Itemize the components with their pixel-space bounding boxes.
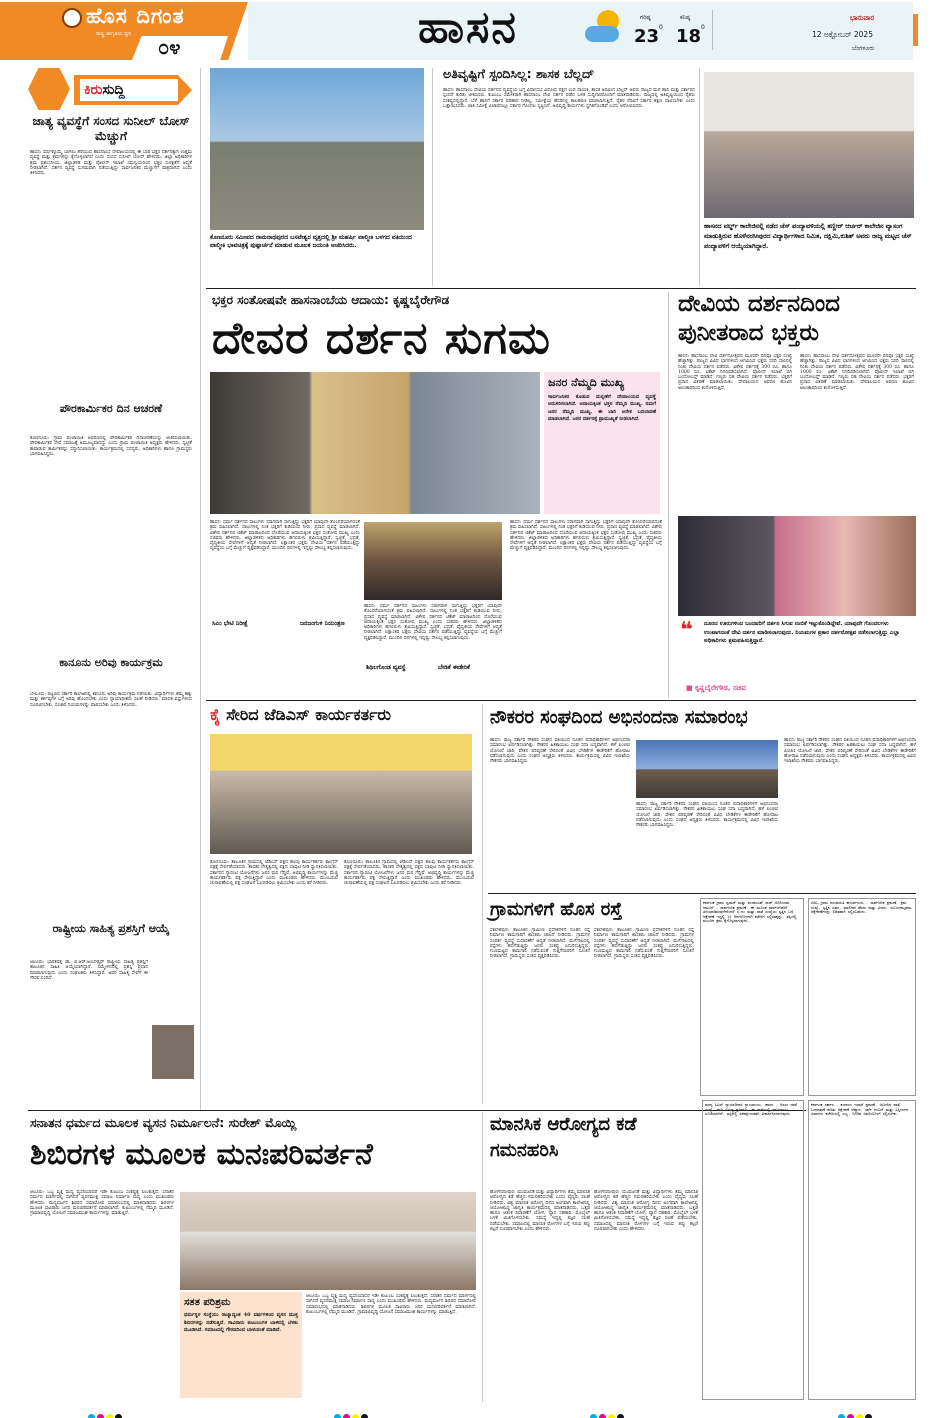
legal-notice-3: ಮಾನ್ಯ ಸಿವಿಲ್ ನ್ಯಾಯಾಧೀಶರ ನ್ಯಾಯಾಲಯ, ಹಾಸನ - ಅಸಲು ದಾವೆ ಸಂಖ್ಯೆ. ವಾದಿ ವಿರುದ್ಧ ಪ್ರತಿವಾದಿ. ಈ ದಾವೆಯಲ್ಲಿ ಹಾಜರಾಗಲು ಸೂಚಿಸಲಾಗಿದೆ. ತಪ್ಪಿದಲ್ಲಿ ಏಕಪಕ್ಷೀಯವಾಗಿ ತೀರ್ಮಾನಿಸಲಾಗುವುದು.: [702, 1100, 804, 1400]
ativrushti-title: ಅತಿವೃಷ್ಟಿಗೆ ಸ್ಪಂದಿಸಿಲ್ಲ: ಶಾಸಕ ಬೆಲ್ಲದ್: [443, 66, 595, 81]
page-number: ೦೪: [158, 35, 181, 59]
masthead-edge-bar: [913, 14, 918, 46]
naukarara-body-col2: ಹಾಸನ: ರಾಜ್ಯ ಸರ್ಕಾರಿ ನೌಕರರ ಸಂಘದ ವತಿಯಿಂದ ನೂತನ ಪದಾಧಿಕಾರಿಗಳಿಗೆ ಅಭಿನಂದನಾ ಸಮಾರಂಭ ಏರ್ಪಡಿಸಲಾಗಿತ್ತು. ನೌಕರರ ಹಿತಕಾಯಲು ಸಂಘ ಸದಾ ಬದ್ಧವಾಗಿದೆ. ಹಳೆ ಪಿಂಚಣಿ ಯೋಜನೆ ಜಾರಿ, ವೇತನ ಪರಿಷ್ಕರಣೆ ಸೇರಿದಂತೆ ವಿವಿಧ ಬೇಡಿಕೆಗಳ ಈಡೇರಿಕೆಗೆ ಹೋರಾಟ ನಡೆಸಲಾಗುವುದು ಎಂದು ಸಂಘದ ಅಧ್ಯಕ್ಷರು ತಿಳಿಸಿದರು. ಕಾರ್ಯಕ್ರಮದಲ್ಲಿ ವಿವಿಧ ಇಲಾಖೆಯ ನೌಕರರು ಭಾಗವಹಿಸಿದ್ದರು.: [636, 802, 778, 829]
legal-notice-2: ಪಿಡಿಒ ಗ್ರಾಮ ಪಂಚಾಯಿತಿ ಕಾರ್ಯಾಲಯ - ಸಾರ್ವಜನಿಕ ಪ್ರಕಟಣೆ. ಕ್ರಮ ಸಂಖ್ಯೆ, ಸ್ವತ್ತಿನ ವಿವರ, ಮಾಲೀಕರ ಹೆಸರು ಮತ್ತು ವಿಳಾಸ. ಸಂಬಂಧಪಟ್ಟವರು ಆಕ್ಷೇಪಣೆಗಳನ್ನು ಲಿಖಿತವಾಗಿ ಸಲ್ಲಿಸಬಹುದು.: [808, 898, 916, 1096]
weather-min: 18: [676, 26, 702, 47]
masthead-divider: [712, 10, 713, 50]
mid-row-rule: [206, 700, 916, 701]
registration-marks-right: [838, 1406, 898, 1414]
issue-date: 12 ಅಕ್ಟೋಬರ್ 2025: [812, 30, 873, 39]
lead-box-title: ಜನರ ನೆಮ್ಮದಿ ಮುಖ್ಯ: [548, 376, 625, 389]
naukarara-body-col3: ಹಾಸನ: ರಾಜ್ಯ ಸರ್ಕಾರಿ ನೌಕರರ ಸಂಘದ ವತಿಯಿಂದ ನೂತನ ಪದಾಧಿಕಾರಿಗಳಿಗೆ ಅಭಿನಂದನಾ ಸಮಾರಂಭ ಏರ್ಪಡಿಸಲಾಗಿತ್ತು. ನೌಕರರ ಹಿತಕಾಯಲು ಸಂಘ ಸದಾ ಬದ್ಧವಾಗಿದೆ. ಹಳೆ ಪಿಂಚಣಿ ಯೋಜನೆ ಜಾರಿ, ವೇತನ ಪರಿಷ್ಕರಣೆ ಸೇರಿದಂತೆ ವಿವಿಧ ಬೇಡಿಕೆಗಳ ಈಡೇರಿಕೆಗೆ ಹೋರಾಟ ನಡೆಸಲಾಗುವುದು ಎಂದು ಸಂಘದ ಅಧ್ಯಕ್ಷರು ತಿಳಿಸಿದರು. ಕಾರ್ಯಕ್ರಮದಲ್ಲಿ ವಿವಿಧ ಇಲಾಖೆಯ ನೌಕರರು ಭಾಗವಹಿಸಿದ್ದರು.: [784, 738, 916, 765]
lead-headline: ದೇವರ ದರ್ಶನ ಸುಗಮ: [212, 313, 551, 364]
logo-circle-icon: [62, 8, 82, 28]
kiru-story3-title: ಕಾನೂನು ಅರಿವು ಕಾರ್ಯಕ್ರಮ: [59, 656, 163, 669]
lead-sub-infra: ಶಿಥಿಲಗೊಂಡ ವ್ಯವಸ್ಥೆ: [366, 664, 406, 671]
rasthe-body-col1: ಸಕಲೇಶಪುರ: ತಾಲೂಕಿನ ಗ್ರಾಮೀಣ ಪ್ರದೇಶಗಳಿಗೆ ನೂತನ ರಸ್ತೆ ನಿರ್ಮಾಣ ಕಾಮಗಾರಿಗೆ ಶಾಸಕರು ಚಾಲನೆ ನೀಡಿದರು. ಗ್ರಾಮಗಳ ಸಂಪರ್ಕ ವ್ಯವಸ್ಥೆ ಸುಧಾರಣೆಗೆ ಆದ್ಯತೆ ನೀಡಲಾಗಿದೆ. ಮಳೆಗಾಲದಲ್ಲಿ ರಸ್ತೆಗಳು ಹದಗೆಡುತ್ತಿದ್ದು ಜನರು ಸಂಕಷ್ಟ ಎದುರಿಸುತ್ತಿದ್ದರು. ಗುಣಮಟ್ಟದ ಕಾಮಗಾರಿ ನಡೆಸುವಂತೆ ಗುತ್ತಿಗೆದಾರರಿಗೆ ಸೂಚನೆ ನೀಡಲಾಗಿದೆ. ಗ್ರಾಮಸ್ಥರು ಸಂತಸ ವ್ಯಕ್ತಪಡಿಸಿದರು.: [490, 928, 590, 960]
quote-mark-icon: ❝: [680, 618, 693, 643]
kiru-story2-body: ಕೊಣನೂರು: ಗ್ರಾಮ ಪಂಚಾಯಿತಿ ಆವರಣದಲ್ಲಿ ಪೌರಕಾರ್ಮಿಕರ ದಿನಾಚರಣೆಯನ್ನು ಆಚರಿಸಲಾಯಿತು. ಪೌರಕಾರ್ಮಿಕರ ಸೇವೆ ಸಮಾಜಕ್ಕೆ ಅಮೂಲ್ಯವಾದದ್ದು ಎಂದು ಗ್ರಾಮ ಪಂಚಾಯಿತಿ ಅಧ್ಯಕ್ಷರು ಹೇಳಿದರು. ಸ್ವಚ್ಛತೆ ಕಾಪಾಡುವ ಕಾರ್ಮಿಕರನ್ನು ಸನ್ಮಾನಿಸಲಾಯಿತು. ಕಾರ್ಯಕ್ರಮದಲ್ಲಿ ಸದಸ್ಯರು, ಅಧಿಕಾರಿಗಳು ಹಾಗೂ ಗ್ರಾಮಸ್ಥರು ಭಾಗವಹಿಸಿದ್ದರು.: [30, 436, 192, 457]
sanatana-headline: ಶಿಬಿರಗಳ ಮೂಲಕ ಮನಃಪರಿವರ್ತನೆ: [30, 1137, 373, 1172]
jds-joining-photo: [210, 734, 472, 854]
weather-min-degree: 0: [701, 24, 705, 31]
sanatana-body-col1: ಆಲೂರು: ಒಬ್ಬ ವ್ಯಕ್ತಿ ಮದ್ಯ ವ್ಯಸನಿಯಾದರೆ ಇಡೀ ಕುಟುಂಬ ಸಂಕಷ್ಟಕ್ಕೆ ಸಿಲುಕುತ್ತದೆ. ಸನಾತನ ಧರ್ಮದ ಮಾರ್ಗದಲ್ಲಿ ಸಾಗಿದರೆ ವ್ಯಸನಮುಕ್ತ ಸಮಾಜ ನಿರ್ಮಾಣ ಸಾಧ್ಯ ಎಂದು ಮುಖಂಡರು ಹೇಳಿದರು. ಮದ್ಯವರ್ಜನ ಶಿಬಿರದ ಸಮಾರೋಪ ಸಮಾರಂಭದಲ್ಲಿ ಮಾತನಾಡಿದರು. ಶಿಬಿರಗಳ ಮೂಲಕ ಸಾವಿರಾರು ಜನರ ಮನಃಪರಿವರ್ತನೆ ಮಾಡಲಾಗಿದೆ. ಕುಟುಂಬಗಳಲ್ಲಿ ನೆಮ್ಮದಿ ಮೂಡಿದೆ. ಗ್ರಾಮಾಭಿವೃದ್ಧಿ ಯೋಜನೆ ಸಮಾಜಮುಖಿ ಕಾರ್ಯಗಳನ್ನು ಮಾಡುತ್ತಿದೆ.: [30, 1190, 174, 1217]
jds-title-red: ಕೈ: [210, 705, 221, 724]
kiru-label: ಕಿರು: [84, 82, 103, 98]
lead-body-col3: ಹಾಸನ: ಧರ್ಮ ದರ್ಶನದ ಸಾಲುಗಳು ಸರಾಗವಾಗಿ ಸಾಗುತ್ತಿದ್ದು ಭಕ್ತರಿಗೆ ಯಾವುದೇ ತೊಂದರೆಯಾಗದಂತೆ ಕ್ರಮ ವಹಿಸಲಾಗಿದೆ. ಸಾಲುಗಳಲ್ಲಿ ನಿಂತ ಭಕ್ತರಿಗೆ ಕುಡಿಯುವ ನೀರು, ಪ್ರಸಾದ ವ್ಯವಸ್ಥೆ ಮಾಡಲಾಗಿದೆ. ವಿಶೇಷ ದರ್ಶನದ ಟಿಕೆಟ್ ಮಾರಾಟದಿಂದ ದೊರೆಯುವ ಆದಾಯಕ್ಕಿಂತ ಭಕ್ತರ ಸಂತೋಷ ಮುಖ್ಯ ಎಂದು ಸಚಿವರು ಹೇಳಿದರು. ಜಿಲ್ಲಾಡಳಿತದ ಅಧಿಕಾರಿಗಳು ಹಗಲಿರುಳು ಶ್ರಮಿಸುತ್ತಿದ್ದಾರೆ. ಸ್ವಚ್ಛತೆ, ಭದ್ರತೆ, ವೈದ್ಯಕೀಯ ಸೇವೆಗಳಿಗೆ ಆದ್ಯತೆ ನೀಡಲಾಗಿದೆ. ಲಕ್ಷಾಂತರ ಭಕ್ತರು ದೇವಿಯ ದರ್ಶನ ಪಡೆಯುತ್ತಿದ್ದು ವ್ಯವಸ್ಥೆಯ ಬಗ್ಗೆ ಮೆಚ್ಚುಗೆ ವ್ಯಕ್ತಪಡಿಸಿದ್ದಾರೆ. ಮುಂದಿನ ದಿನಗಳಲ್ಲಿ ಇನ್ನಷ್ಟು ಸೌಲಭ್ಯ ಕಲ್ಪಿಸಲಾಗುವುದು.: [510, 520, 662, 552]
lead-sub-demand: ಬೇಡಿಕೆ ಈಡೇರಿಕೆ: [438, 664, 470, 671]
kiru-story3-body: ಬೇಲೂರು: ಪಟ್ಟಣದ ಸರ್ಕಾರಿ ಕಾಲೇಜಿನಲ್ಲಿ ಕಾನೂನು ಅರಿವು ಕಾರ್ಯಕ್ರಮ ನಡೆಯಿತು. ವಿದ್ಯಾರ್ಥಿಗಳು ತಮ್ಮ ಹಕ್ಕು ಮತ್ತು ಕರ್ತವ್ಯಗಳ ಬಗ್ಗೆ ಅರಿವು ಹೊಂದಬೇಕು ಎಂದು ನ್ಯಾಯಾಧೀಶರು ಸಲಹೆ ನೀಡಿದರು. ಮಾದಕ ವಸ್ತುಗಳಿಂದ ದೂರವಿರಬೇಕು, ಸಂಚಾರ ನಿಯಮಗಳನ್ನು ಪಾಲಿಸಬೇಕು ಎಂದು ತಿಳಿಸಿದರು.: [30, 692, 192, 708]
issue-day: ಭಾನುವಾರ: [850, 14, 875, 22]
logo-tagline: ರಾಷ್ಟ್ರ ಜಾಗೃತಿಯ ಧ್ವನಿ: [96, 31, 132, 37]
column-rule-bottom: [482, 1112, 483, 1402]
weather-sun-cloud-icon: [583, 8, 623, 48]
devi-quote-author: ■ ಕೃಷ್ಣಬೈರೇಗೌಡ, ಸಚಿವ: [686, 684, 746, 692]
devi-body-col2: ಹಾಸನ: ಹಾಸನಾಂಬ ದೇವಿ ದರ್ಶನೋತ್ಸವದ ಮೂರನೇ ದಿನವೂ ಭಕ್ತರ ಸಂಖ್ಯೆ ಹೆಚ್ಚಾಗಿತ್ತು. ರಾಜ್ಯದ ವಿವಿಧ ಭಾಗಗಳಿಂದ ಆಗಮಿಸಿದ ಭಕ್ತರು ಸರದಿ ಸಾಲಿನಲ್ಲಿ ನಿಂತು ದೇವಿಯ ದರ್ಶನ ಪಡೆದರು. ವಿಶೇಷ ದರ್ಶನಕ್ಕೆ 300 ರೂ. ಹಾಗೂ 1000 ರೂ. ಟಿಕೆಟ್ ನಿಗದಿಪಡಿಸಲಾಗಿದೆ. ಪೊಲೀಸ್ ಇಲಾಖೆ ಬಿಗಿ ಬಂದೋಬಸ್ತ್ ಮಾಡಿದೆ. ಗಣ್ಯರು ಸಹ ದೇವಿಯ ದರ್ಶನ ಪಡೆದರು. ಭಕ್ತರಿಗೆ ಪ್ರಸಾದ ವಿತರಣೆ ಮಾಡಲಾಯಿತು. ದೇವಾಲಯದ ಆವರಣ ಹೂವಿನ ಅಲಂಕಾರದಿಂದ ಕಂಗೊಳಿಸುತ್ತಿದೆ.: [800, 354, 914, 391]
naukarara-body-col1: ಹಾಸನ: ರಾಜ್ಯ ಸರ್ಕಾರಿ ನೌಕರರ ಸಂಘದ ವತಿಯಿಂದ ನೂತನ ಪದಾಧಿಕಾರಿಗಳಿಗೆ ಅಭಿನಂದನಾ ಸಮಾರಂಭ ಏರ್ಪಡಿಸಲಾಗಿತ್ತು. ನೌಕರರ ಹಿತಕಾಯಲು ಸಂಘ ಸದಾ ಬದ್ಧವಾಗಿದೆ. ಹಳೆ ಪಿಂಚಣಿ ಯೋಜನೆ ಜಾರಿ, ವೇತನ ಪರಿಷ್ಕರಣೆ ಸೇರಿದಂತೆ ವಿವಿಧ ಬೇಡಿಕೆಗಳ ಈಡೇರಿಕೆಗೆ ಹೋರಾಟ ನಡೆಸಲಾಗುವುದು ಎಂದು ಸಂಘದ ಅಧ್ಯಕ್ಷರು ತಿಳಿಸಿದರು. ಕಾರ್ಯಕ್ರಮದಲ್ಲಿ ವಿವಿಧ ಇಲಾಖೆಯ ನೌಕರರು ಭಾಗವಹಿಸಿದ್ದರು.: [490, 738, 630, 765]
author-portrait-photo: [152, 1025, 194, 1079]
legal-notice-1: ಕರ್ನಾಟಕ ಗ್ರಾಮ ಸ್ವರಾಜ್ ಮತ್ತು ಪಂಚಾಯತ್ ರಾಜ್ ಅಧಿನಿಯಮ ನಮೂನೆ - ಸಾರ್ವಜನಿಕ ಪ್ರಕಟಣೆ. ಈ ಮೂಲಕ ಸಾರ್ವಜನಿಕರಿಗೆ ತಿಳಿಯಪಡಿಸುವುದೇನೆಂದರೆ ಸ.ನಂ ಮತ್ತು ಖಾತೆ ಸಂಖ್ಯೆಯ ಸ್ವತ್ತಿನ ಬಗ್ಗೆ ಆಕ್ಷೇಪಣೆ ಇದ್ದಲ್ಲಿ 15 ದಿನಗಳೊಳಗಾಗಿ ಕಚೇರಿಗೆ ಸಲ್ಲಿಸತಕ್ಕದ್ದು. ತಪ್ಪಿದಲ್ಲಿ ಮುಂದಿನ ಕ್ರಮ ಕೈಗೊಳ್ಳಲಾಗುವುದು.: [700, 898, 804, 1096]
lead-body-col2: ಹಾಸನ: ಧರ್ಮ ದರ್ಶನದ ಸಾಲುಗಳು ಸರಾಗವಾಗಿ ಸಾಗುತ್ತಿದ್ದು ಭಕ್ತರಿಗೆ ಯಾವುದೇ ತೊಂದರೆಯಾಗದಂತೆ ಕ್ರಮ ವಹಿಸಲಾಗಿದೆ. ಸಾಲುಗಳಲ್ಲಿ ನಿಂತ ಭಕ್ತರಿಗೆ ಕುಡಿಯುವ ನೀರು, ಪ್ರಸಾದ ವ್ಯವಸ್ಥೆ ಮಾಡಲಾಗಿದೆ. ವಿಶೇಷ ದರ್ಶನದ ಟಿಕೆಟ್ ಮಾರಾಟದಿಂದ ದೊರೆಯುವ ಆದಾಯಕ್ಕಿಂತ ಭಕ್ತರ ಸಂತೋಷ ಮುಖ್ಯ ಎಂದು ಸಚಿವರು ಹೇಳಿದರು. ಜಿಲ್ಲಾಡಳಿತದ ಅಧಿಕಾರಿಗಳು ಹಗಲಿರುಳು ಶ್ರಮಿಸುತ್ತಿದ್ದಾರೆ. ಸ್ವಚ್ಛತೆ, ಭದ್ರತೆ, ವೈದ್ಯಕೀಯ ಸೇವೆಗಳಿಗೆ ಆದ್ಯತೆ ನೀಡಲಾಗಿದೆ. ಲಕ್ಷಾಂತರ ಭಕ್ತರು ದೇವಿಯ ದರ್ಶನ ಪಡೆಯುತ್ತಿದ್ದು ವ್ಯವಸ್ಥೆಯ ಬಗ್ಗೆ ಮೆಚ್ಚುಗೆ ವ್ಯಕ್ತಪಡಿಸಿದ್ದಾರೆ. ಮುಂದಿನ ದಿನಗಳಲ್ಲಿ ಇನ್ನಷ್ಟು ಸೌಲಭ್ಯ ಕಲ್ಪಿಸಲಾಗುವುದು.: [364, 604, 502, 641]
weather-max-label: ಗರಿಷ್ಠ: [640, 14, 651, 21]
devi-headline: ದೇವಿಯ ದರ್ಶನದಿಂದ ಪುನೀತರಾದ ಭಕ್ತರು: [678, 291, 840, 346]
kiru-suddi-label-box: [80, 79, 178, 101]
weather-max-degree: 0: [659, 24, 663, 31]
minister-crowd-photo: [210, 372, 540, 514]
column-rule-lead: [668, 292, 669, 698]
kiru-suddi-banner: [28, 68, 193, 112]
naukarara-title: ನೌಕರರ ಸಂಘದಿಂದ ಅಭಿನಂದನಾ ಸಮಾರಂಭ: [490, 707, 748, 728]
valmiki-photo-caption: ಕೊಣನೂರು ಸಮೀಪದ ರಾಮನಾಥಪುರದ ಬಸವೇಶ್ವರ ವೃತ್ತದಲ್ಲಿ ಶ್ರೀ ಮಹರ್ಷಿ ವಾಲ್ಮೀಕಿ ಬಳಗದ ವತಿಯಿಂದ ವಾಲ್ಮೀಕಿ ಭಾವಚಿತ್ರಕ್ಕೆ ಪುಷ್ಪಾರ್ಚನೆ ಮಾಡುವ ಮೂಲಕ ಜಯಂತಿ ಆಚರಿಸಿದರು.: [210, 234, 412, 249]
lead-sub-cm: ಸಿಎಂ ಭೇಟಿ ನಿರೀಕ್ಷೆ: [212, 620, 248, 627]
temple-crowd-photo: [364, 522, 502, 600]
kiru-story4-body: ಆಲೂರು: ಭಾರತರತ್ನ ಡಾ. ಬಿ.ಆರ್.ಅಂಬೇಡ್ಕರ್ ರಾಷ್ಟ್ರೀಯ ಸಾಹಿತ್ಯ ಪ್ರಶಸ್ತಿಗೆ ತಾಲೂಕಿನ ಸಾಹಿತಿ ಆಯ್ಕೆಯಾಗಿದ್ದಾರೆ. ಸಮ್ಮೇಳನದಲ್ಲಿ ಪ್ರಶಸ್ತಿ ಪ್ರದಾನ ಮಾಡಲಾಗುವುದು ಎಂದು ಸಂಘಟಕರು ತಿಳಿಸಿದ್ದಾರೆ. ಅವರ ಸಾಹಿತ್ಯ ಸೇವೆಗೆ ಈ ಗೌರವ ಸಂದಿದೆ.: [30, 960, 148, 981]
chess-photo-caption: ಹಾಸನದ ವರ್ಲ್ಡ್ ಕಾಲೇಜಿನಲ್ಲಿ ನಡೆದ ಚೆಸ್ ಪಂದ್ಯಾವಳಿಯಲ್ಲಿ ತಣ್ಣೀರ್ ಆರ್ಚರ್ ಕಾಲೇಜಿನ ವ್ಯಾಸಂಗ ಮಾಡುತ್ತಿರುವ ಹೊಳೆನರಸೀಪುರದ ವಿದ್ಯಾರ್ಥಿಗಳಾದ ನಿಮಿತ, ದಕ್ಷಿಮಿ,ಕುಶಿತ್ ಅವರು ರಾಜ್ಯ ಮಟ್ಟದ ಚೆಸ್ ಪಂದ್ಯಾವಳಿಗೆ ಆಯ್ಕೆಯಾಗಿದ್ದಾರೆ.: [704, 223, 912, 250]
devotees-photo: [678, 516, 916, 616]
sanatana-box-title: ಸತತ ಪರಿಶ್ರಮ: [184, 1297, 231, 1308]
legal-notice-4: ಕರ್ನಾಟಕ ಸರ್ಕಾರ - ಕಂದಾಯ ಇಲಾಖೆ ಪ್ರಕಟಣೆ. ಜಮೀನಿನ ಖಾತೆ ಬದಲಾವಣೆ ಕುರಿತು ಆಕ್ಷೇಪಣೆ ಆಹ್ವಾನ. ಸರ್ವೆ ನಂಬರ್ ಮತ್ತು ವಿಸ್ತೀರ್ಣದ ವಿವರಗಳು ಕಚೇರಿಯಲ್ಲಿ ಲಭ್ಯ. ನಿಗದಿತ ಅವಧಿಯೊಳಗೆ ಸಲ್ಲಿಸಬೇಕು.: [808, 1100, 916, 1400]
column-rule-top1: [432, 68, 433, 286]
thumbs-up-icon: [28, 68, 70, 110]
sanatana-side-box: [180, 1292, 302, 1398]
manasika-body-col1: ಹೊಳೆನರಸೀಪುರ: ಯುವಜನತೆ ಮತ್ತು ವಿದ್ಯಾರ್ಥಿಗಳು ತಮ್ಮ ಮಾನಸಿಕ ಆರೋಗ್ಯದ ಕಡೆ ಹೆಚ್ಚಿನ ಗಮನಹರಿಸಬೇಕು ಎಂದು ವೈದ್ಯರು ಸಲಹೆ ನೀಡಿದರು. ವಿಶ್ವ ಮಾನಸಿಕ ಆರೋಗ್ಯ ದಿನದ ಅಂಗವಾಗಿ ಕಾಲೇಜಿನಲ್ಲಿ ಆಯೋಜಿಸಿದ್ದ ಜಾಗೃತಿ ಕಾರ್ಯಕ್ರಮದಲ್ಲಿ ಮಾತನಾಡಿದರು. ಒತ್ತಡ ಹಾಗೂ ಆತಂಕ ನಿವಾರಣೆಗೆ ಯೋಗ, ಧ್ಯಾನ ಸಹಕಾರಿ. ಮೊಬೈಲ್ ಬಳಕೆ ಮಿತಿಗೊಳಿಸಬೇಕು. ಸಮಸ್ಯೆ ಇದ್ದಲ್ಲಿ ತಜ್ಞರ ಸಲಹೆ ಪಡೆಯಬೇಕು. ಸಮಾಜದಲ್ಲಿ ಮಾನಸಿಕ ರೋಗಗಳ ಬಗ್ಗೆ ಇರುವ ತಪ್ಪು ಕಲ್ಪನೆ ದೂರವಾಗಬೇಕು ಎಂದು ಹೇಳಿದರು.: [490, 1190, 590, 1233]
section-title: ಹಾಸನ: [418, 2, 518, 53]
jds-body-col1: ಕೊಣನೂರು: ತಾಲೂಕಿನ ಗ್ರಾಮದಲ್ಲಿ ಜೆಡಿಎಸ್ ಪಕ್ಷದ ಹಲವು ಕಾರ್ಯಕರ್ತರು ಕಾಂಗ್ರೆಸ್ ಪಕ್ಷಕ್ಕೆ ಸೇರ್ಪಡೆಯಾದರು. ಶಾಸಕರ ನೇತೃತ್ವದಲ್ಲಿ ಪಕ್ಷದ ಬಾವುಟ ನೀಡಿ ಸ್ವಾಗತಿಸಲಾಯಿತು. ಸರ್ಕಾರದ ಗ್ಯಾರಂಟಿ ಯೋಜನೆಗಳು ಜನರ ಮನ ಗೆದ್ದಿವೆ. ಅಭಿವೃದ್ಧಿ ಕಾರ್ಯಗಳನ್ನು ಮೆಚ್ಚಿ ಕಾರ್ಯಕರ್ತರು ಪಕ್ಷ ಸೇರುತ್ತಿದ್ದಾರೆ ಎಂದು ಮುಖಂಡರು ಹೇಳಿದರು. ಮುಂಬರುವ ಚುನಾವಣೆಯಲ್ಲಿ ಪಕ್ಷ ಸಂಘಟನೆ ಬಲಪಡಿಸಲು ಶ್ರಮಿಸಬೇಕು ಎಂದು ಕರೆ ನೀಡಿದರು.: [210, 860, 338, 887]
chess-winners-photo: [704, 72, 914, 218]
lead-box-body: ಸಾರ್ವಜನಿಕರ ಕೊಡುವ ಮನ್ನಣೆಗೆ ದೇವಾಲಯದ ವ್ಯವಸ್ಥೆ ಅನುಸರಿಸಲಾಗಿದೆ. ಆದಾಯಕ್ಕಿಂತ ಭಕ್ತರ ನೆಮ್ಮದಿ ಮುಖ್ಯ. ನಮಗೆ ಜನರ ನೆಮ್ಮದಿ ಮುಖ್ಯ. ಈ ಬಾರಿ ಅನೇಕ ಬದಲಾವಣೆ ಮಾಡಲಾಗಿದೆ. ಜನರ ದರ್ಶನಕ್ಕೆ ಪ್ರಾಮುಖ್ಯತೆ ನೀಡಲಾಗಿದೆ.: [548, 394, 656, 423]
jds-title-rest: ಸೇರಿದ ಜೆಡಿಎಸ್ ಕಾರ್ಯಕರ್ತರು: [220, 705, 391, 724]
devi-body-col1: ಹಾಸನ: ಹಾಸನಾಂಬ ದೇವಿ ದರ್ಶನೋತ್ಸವದ ಮೂರನೇ ದಿನವೂ ಭಕ್ತರ ಸಂಖ್ಯೆ ಹೆಚ್ಚಾಗಿತ್ತು. ರಾಜ್ಯದ ವಿವಿಧ ಭಾಗಗಳಿಂದ ಆಗಮಿಸಿದ ಭಕ್ತರು ಸರದಿ ಸಾಲಿನಲ್ಲಿ ನಿಂತು ದೇವಿಯ ದರ್ಶನ ಪಡೆದರು. ವಿಶೇಷ ದರ್ಶನಕ್ಕೆ 300 ರೂ. ಹಾಗೂ 1000 ರೂ. ಟಿಕೆಟ್ ನಿಗದಿಪಡಿಸಲಾಗಿದೆ. ಪೊಲೀಸ್ ಇಲಾಖೆ ಬಿಗಿ ಬಂದೋಬಸ್ತ್ ಮಾಡಿದೆ. ಗಣ್ಯರು ಸಹ ದೇವಿಯ ದರ್ಶನ ಪಡೆದರು. ಭಕ್ತರಿಗೆ ಪ್ರಸಾದ ವಿತರಣೆ ಮಾಡಲಾಯಿತು. ದೇವಾಲಯದ ಆವರಣ ಹೂವಿನ ಅಲಂಕಾರದಿಂದ ಕಂಗೊಳಿಸುತ್ತಿದೆ.: [678, 354, 792, 391]
masthead: [0, 0, 945, 62]
sanatana-stage-photo: [180, 1192, 476, 1290]
column-rule-left: [200, 68, 201, 1110]
jds-title: [210, 704, 480, 726]
sanatana-kicker: ಸನಾತನ ಧರ್ಮದ ಮೂಲಕ ವ್ಯಸನ ನಿರ್ಮೂಲನೆ: ಸುರೇಶ್ ಮೊಯ್ಲಿ: [30, 1115, 297, 1130]
registration-marks-mid1: [334, 1406, 394, 1414]
registration-marks-left: [88, 1406, 148, 1414]
manasika-title: ಮಾನಸಿಕ ಆರೋಗ್ಯದ ಕಡೆ ಗಮನಹರಿಸಿ: [490, 1114, 637, 1161]
lead-kicker: ಭಕ್ತರ ಸಂತೋಷವೇ ಹಾಸನಾಂಬೆಯ ಆದಾಯ: ಕೃಷ್ಣಬೈರೇಗೌಡ: [212, 293, 450, 307]
lower-row-rule: [28, 1110, 806, 1111]
manasika-body-col2: ಹೊಳೆನರಸೀಪುರ: ಯುವಜನತೆ ಮತ್ತು ವಿದ್ಯಾರ್ಥಿಗಳು ತಮ್ಮ ಮಾನಸಿಕ ಆರೋಗ್ಯದ ಕಡೆ ಹೆಚ್ಚಿನ ಗಮನಹರಿಸಬೇಕು ಎಂದು ವೈದ್ಯರು ಸಲಹೆ ನೀಡಿದರು. ವಿಶ್ವ ಮಾನಸಿಕ ಆರೋಗ್ಯ ದಿನದ ಅಂಗವಾಗಿ ಕಾಲೇಜಿನಲ್ಲಿ ಆಯೋಜಿಸಿದ್ದ ಜಾಗೃತಿ ಕಾರ್ಯಕ್ರಮದಲ್ಲಿ ಮಾತನಾಡಿದರು. ಒತ್ತಡ ಹಾಗೂ ಆತಂಕ ನಿವಾರಣೆಗೆ ಯೋಗ, ಧ್ಯಾನ ಸಹಕಾರಿ. ಮೊಬೈಲ್ ಬಳಕೆ ಮಿತಿಗೊಳಿಸಬೇಕು. ಸಮಸ್ಯೆ ಇದ್ದಲ್ಲಿ ತಜ್ಞರ ಸಲಹೆ ಪಡೆಯಬೇಕು. ಸಮಾಜದಲ್ಲಿ ಮಾನಸಿಕ ರೋಗಗಳ ಬಗ್ಗೆ ಇರುವ ತಪ್ಪು ಕಲ್ಪನೆ ದೂರವಾಗಬೇಕು ಎಂದು ಹೇಳಿದರು.: [594, 1190, 698, 1233]
weather-min-label: ಕನಿಷ್ಠ: [680, 14, 691, 21]
column-rule-top2: [699, 68, 700, 286]
jds-body-col2: ಕೊಣನೂರು: ತಾಲೂಕಿನ ಗ್ರಾಮದಲ್ಲಿ ಜೆಡಿಎಸ್ ಪಕ್ಷದ ಹಲವು ಕಾರ್ಯಕರ್ತರು ಕಾಂಗ್ರೆಸ್ ಪಕ್ಷಕ್ಕೆ ಸೇರ್ಪಡೆಯಾದರು. ಶಾಸಕರ ನೇತೃತ್ವದಲ್ಲಿ ಪಕ್ಷದ ಬಾವುಟ ನೀಡಿ ಸ್ವಾಗತಿಸಲಾಯಿತು. ಸರ್ಕಾರದ ಗ್ಯಾರಂಟಿ ಯೋಜನೆಗಳು ಜನರ ಮನ ಗೆದ್ದಿವೆ. ಅಭಿವೃದ್ಧಿ ಕಾರ್ಯಗಳನ್ನು ಮೆಚ್ಚಿ ಕಾರ್ಯಕರ್ತರು ಪಕ್ಷ ಸೇರುತ್ತಿದ್ದಾರೆ ಎಂದು ಮುಖಂಡರು ಹೇಳಿದರು. ಮುಂಬರುವ ಚುನಾವಣೆಯಲ್ಲಿ ಪಕ್ಷ ಸಂಘಟನೆ ಬಲಪಡಿಸಲು ಶ್ರಮಿಸಬೇಕು ಎಂದು ಕರೆ ನೀಡಿದರು.: [344, 860, 474, 887]
kiru-story1-title: ಜಾತ್ಯ ವ್ಯವಸ್ಥೆಗೆ ಸಂಸದ ಸುನೀಲ್ ಬೋಸ್ ಮೆಚ್ಚುಗೆ: [32, 114, 190, 143]
column-rule-mid: [482, 704, 483, 1104]
sanatana-box-body: ಧರ್ಮಸ್ಥಳ ಸಂಸ್ಥೆಯು ರಾಜ್ಯಾದ್ಯಂತ 40 ವರ್ಷಗಳಿಂದ ವ್ಯಸನ ಮುಕ್ತ ಶಿಬಿರಗಳನ್ನು ನಡೆಸುತ್ತಿದೆ. ಸಾವಿರಾರು ಕುಟುಂಬಗಳ ಬಾಳಿನಲ್ಲಿ ಬೆಳಕು ಮೂಡಿಸಿದೆ. ಸಮಾಜದಲ್ಲಿ ಗೌರವದಿಂದ ಬಾಳುವಂತೆ ಮಾಡಿದೆ.: [184, 1312, 298, 1334]
issue-city: ಬೆಂಗಳೂರು: [852, 45, 875, 52]
kiru-story2-title: ಪೌರಕಾರ್ಮಿಕರ ದಿನ ಆಚರಣೆ: [59, 402, 163, 415]
devi-quote: ದೂರದ ಊರುಗಳಿಂದ ಬಂದವರಿಗೆ ದರ್ಶನ ಸಿಗುವ ನಂಬಿಕೆ ಇಟ್ಟುಕೊಂಡಿದ್ದೇವೆ. ಯಾವುದೇ ಗೊಂದಲಗಳು ಉಂಟಾಗದಂತೆ ದೇವಿ ದರ್ಶನ ಮಾಡಿಸಲಾಗುವುದು. ನಿಯಮಗಳ ಪ್ರಕಾರ ದರ್ಶನೋತ್ಸವ ನಡೆಸಲಾಗುತ್ತಿದ್ದು ಎಲ್ಲಾ ಅಧಿಕಾರಿಗಳು ಶ್ರಮವಹಿಸುತ್ತಿದ್ದಾರೆ.: [704, 621, 900, 645]
registration-marks-mid2: [590, 1406, 650, 1414]
kiru-story4-title: ರಾಷ್ಟ್ರೀಯ ಸಾಹಿತ್ಯ ಪ್ರಶಸ್ತಿಗೆ ಆಯ್ಕೆ: [52, 922, 170, 935]
lead-sub-crowd: ಜನಜಂಗುಳಿ ನಿಯಂತ್ರಣ: [300, 620, 345, 627]
weather-max: 23: [634, 26, 660, 47]
rasthe-title: ಗ್ರಾಮಗಳಿಗೆ ಹೊಸ ರಸ್ತೆ: [490, 899, 623, 920]
top-row-rule: [206, 288, 916, 289]
suddi-label: ಸುದ್ದಿ: [102, 82, 125, 98]
logo-name: ಹೊಸ ದಿಗಂತ: [86, 4, 185, 28]
valmiki-jayanti-photo: [210, 68, 424, 230]
sanatana-body-col2: ಆಲೂರು: ಒಬ್ಬ ವ್ಯಕ್ತಿ ಮದ್ಯ ವ್ಯಸನಿಯಾದರೆ ಇಡೀ ಕುಟುಂಬ ಸಂಕಷ್ಟಕ್ಕೆ ಸಿಲುಕುತ್ತದೆ. ಸನಾತನ ಧರ್ಮದ ಮಾರ್ಗದಲ್ಲಿ ಸಾಗಿದರೆ ವ್ಯಸನಮುಕ್ತ ಸಮಾಜ ನಿರ್ಮಾಣ ಸಾಧ್ಯ ಎಂದು ಮುಖಂಡರು ಹೇಳಿದರು. ಮದ್ಯವರ್ಜನ ಶಿಬಿರದ ಸಮಾರೋಪ ಸಮಾರಂಭದಲ್ಲಿ ಮಾತನಾಡಿದರು. ಶಿಬಿರಗಳ ಮೂಲಕ ಸಾವಿರಾರು ಜನರ ಮನಃಪರಿವರ್ತನೆ ಮಾಡಲಾಗಿದೆ. ಕುಟುಂಬಗಳಲ್ಲಿ ನೆಮ್ಮದಿ ಮೂಡಿದೆ. ಗ್ರಾಮಾಭಿವೃದ್ಧಿ ಯೋಜನೆ ಸಮಾಜಮುಖಿ ಕಾರ್ಯಗಳನ್ನು ಮಾಡುತ್ತಿದೆ.: [306, 1294, 476, 1315]
kiru-story1-body: ಹಾಸನ: ವರ್ಷಕ್ಕೊಮ್ಮೆ ಬಾಗಿಲು ತೆರೆಯುವ ಹಾಸನಾಂಬೆ ದೇವಾಲಯದಲ್ಲಿ ಈ ಬಾರಿ ಭಕ್ತರ ದರ್ಶನಕ್ಕಾಗಿ ಉತ್ತಮ ವ್ಯವಸ್ಥೆ ಮತ್ತು ಕ್ರಮಗಳನ್ನು ಕೈಗೊಳ್ಳಲಾಗಿದೆ ಎಂದು ಸಂಸದ ಸುನೀಲ್ ಬೋಸ್ ಹೇಳಿದರು. ಜಿಲ್ಲಾ ಅಧಿಕಾರಿಗಳ ಶ್ರಮ ಪ್ರಶಂಸನೀಯ. ಜಿಲ್ಲಾಡಳಿತ ಮತ್ತು ಪೊಲೀಸ್ ಇಲಾಖೆ ಸಮನ್ವಯದಿಂದ ಭಕ್ತರ ಸುರಕ್ಷತೆಗೆ ಆದ್ಯತೆ ನೀಡಲಾಗಿದೆ. ದರ್ಶನ ವ್ಯವಸ್ಥೆ ಸುಗಮವಾಗಿ ನಡೆಯುತ್ತಿದ್ದು ಸಾರ್ವಜನಿಕರ ಮೆಚ್ಚುಗೆಗೆ ಪಾತ್ರವಾಗಿದೆ ಎಂದು ತಿಳಿಸಿದರು.: [30, 150, 192, 177]
naukarara-stage-photo: [636, 740, 778, 798]
ativrushti-body: ಹಾಸನ: ಹಾಸನಾಂಬ ದೇವಿಯ ದರ್ಶನದ ವ್ಯವಸ್ಥೆಯ ಬಗ್ಗೆ ವಿಧಾನಸಭೆ ವಿರೋಧ ಪಕ್ಷದ ಉಪ ನಾಯಕ, ಶಾಸಕ ಅರವಿಂದ ಬೆಲ್ಲದ್ ಅವರು ರಾಜ್ಯದ ಮಳೆ ಹಾನಿ ಮತ್ತು ಸರ್ಕಾರದ ಸ್ಪಂದನೆ ಕುರಿತು ಟೀಕಿಸಿದರು. ಕುಟುಂಬ ಸಮೇತರಾಗಿ ಹಾಸನಾಂಬ ದೇವಿ ದರ್ಶನ ಪಡೆದ ಬಳಿಕ ಸುದ್ದಿಗಾರರೊಂದಿಗೆ ಮಾತನಾಡಿದರು. ರಾಜ್ಯದಲ್ಲಿ ಅತಿವೃಷ್ಟಿಯಿಂದ ರೈತರು ಸಂಕಷ್ಟದಲ್ಲಿದ್ದಾರೆ. ಬೆಳೆ ಹಾನಿಗೆ ಸರ್ಕಾರ ಪರಿಹಾರ ನೀಡಿಲ್ಲ. ಸಮೀಕ್ಷೆಯ ಹೆಸರಿನಲ್ಲಿ ಕಾಲಹರಣ ಮಾಡಲಾಗುತ್ತಿದೆ. ರೈತರ ನೆರವಿಗೆ ಸರ್ಕಾರ ತಕ್ಷಣ ಧಾವಿಸಬೇಕು ಎಂದು ಒತ್ತಾಯಿಸಿದರು. ಜಾತಿ ಸಮೀಕ್ಷೆ ವಿಚಾರದಲ್ಲೂ ಸರ್ಕಾರ ಗೊಂದಲ ಸೃಷ್ಟಿಸಿದೆ. ಅಭಿವೃದ್ಧಿ ಕಾರ್ಯಗಳು ಸ್ಥಗಿತಗೊಂಡಿವೆ ಎಂದು ಆರೋಪಿಸಿದರು.: [443, 88, 695, 109]
lead-side-box: [544, 372, 660, 514]
rasthe-body-col2: ಸಕಲೇಶಪುರ: ತಾಲೂಕಿನ ಗ್ರಾಮೀಣ ಪ್ರದೇಶಗಳಿಗೆ ನೂತನ ರಸ್ತೆ ನಿರ್ಮಾಣ ಕಾಮಗಾರಿಗೆ ಶಾಸಕರು ಚಾಲನೆ ನೀಡಿದರು. ಗ್ರಾಮಗಳ ಸಂಪರ್ಕ ವ್ಯವಸ್ಥೆ ಸುಧಾರಣೆಗೆ ಆದ್ಯತೆ ನೀಡಲಾಗಿದೆ. ಮಳೆಗಾಲದಲ್ಲಿ ರಸ್ತೆಗಳು ಹದಗೆಡುತ್ತಿದ್ದು ಜನರು ಸಂಕಷ್ಟ ಎದುರಿಸುತ್ತಿದ್ದರು. ಗುಣಮಟ್ಟದ ಕಾಮಗಾರಿ ನಡೆಸುವಂತೆ ಗುತ್ತಿಗೆದಾರರಿಗೆ ಸೂಚನೆ ನೀಡಲಾಗಿದೆ. ಗ್ರಾಮಸ್ಥರು ಸಂತಸ ವ್ಯಕ್ತಪಡಿಸಿದರು.: [594, 928, 694, 960]
rasthe-rule: [488, 893, 916, 894]
lead-body-col1: ಹಾಸನ: ಧರ್ಮ ದರ್ಶನದ ಸಾಲುಗಳು ಸರಾಗವಾಗಿ ಸಾಗುತ್ತಿದ್ದು ಭಕ್ತರಿಗೆ ಯಾವುದೇ ತೊಂದರೆಯಾಗದಂತೆ ಕ್ರಮ ವಹಿಸಲಾಗಿದೆ. ಸಾಲುಗಳಲ್ಲಿ ನಿಂತ ಭಕ್ತರಿಗೆ ಕುಡಿಯುವ ನೀರು, ಪ್ರಸಾದ ವ್ಯವಸ್ಥೆ ಮಾಡಲಾಗಿದೆ. ವಿಶೇಷ ದರ್ಶನದ ಟಿಕೆಟ್ ಮಾರಾಟದಿಂದ ದೊರೆಯುವ ಆದಾಯಕ್ಕಿಂತ ಭಕ್ತರ ಸಂತೋಷ ಮುಖ್ಯ ಎಂದು ಸಚಿವರು ಹೇಳಿದರು. ಜಿಲ್ಲಾಡಳಿತದ ಅಧಿಕಾರಿಗಳು ಹಗಲಿರುಳು ಶ್ರಮಿಸುತ್ತಿದ್ದಾರೆ. ಸ್ವಚ್ಛತೆ, ಭದ್ರತೆ, ವೈದ್ಯಕೀಯ ಸೇವೆಗಳಿಗೆ ಆದ್ಯತೆ ನೀಡಲಾಗಿದೆ. ಲಕ್ಷಾಂತರ ಭಕ್ತರು ದೇವಿಯ ದರ್ಶನ ಪಡೆಯುತ್ತಿದ್ದು ವ್ಯವಸ್ಥೆಯ ಬಗ್ಗೆ ಮೆಚ್ಚುಗೆ ವ್ಯಕ್ತಪಡಿಸಿದ್ದಾರೆ. ಮುಂದಿನ ದಿನಗಳಲ್ಲಿ ಇನ್ನಷ್ಟು ಸೌಲಭ್ಯ ಕಲ್ಪಿಸಲಾಗುವುದು.: [210, 520, 360, 552]
